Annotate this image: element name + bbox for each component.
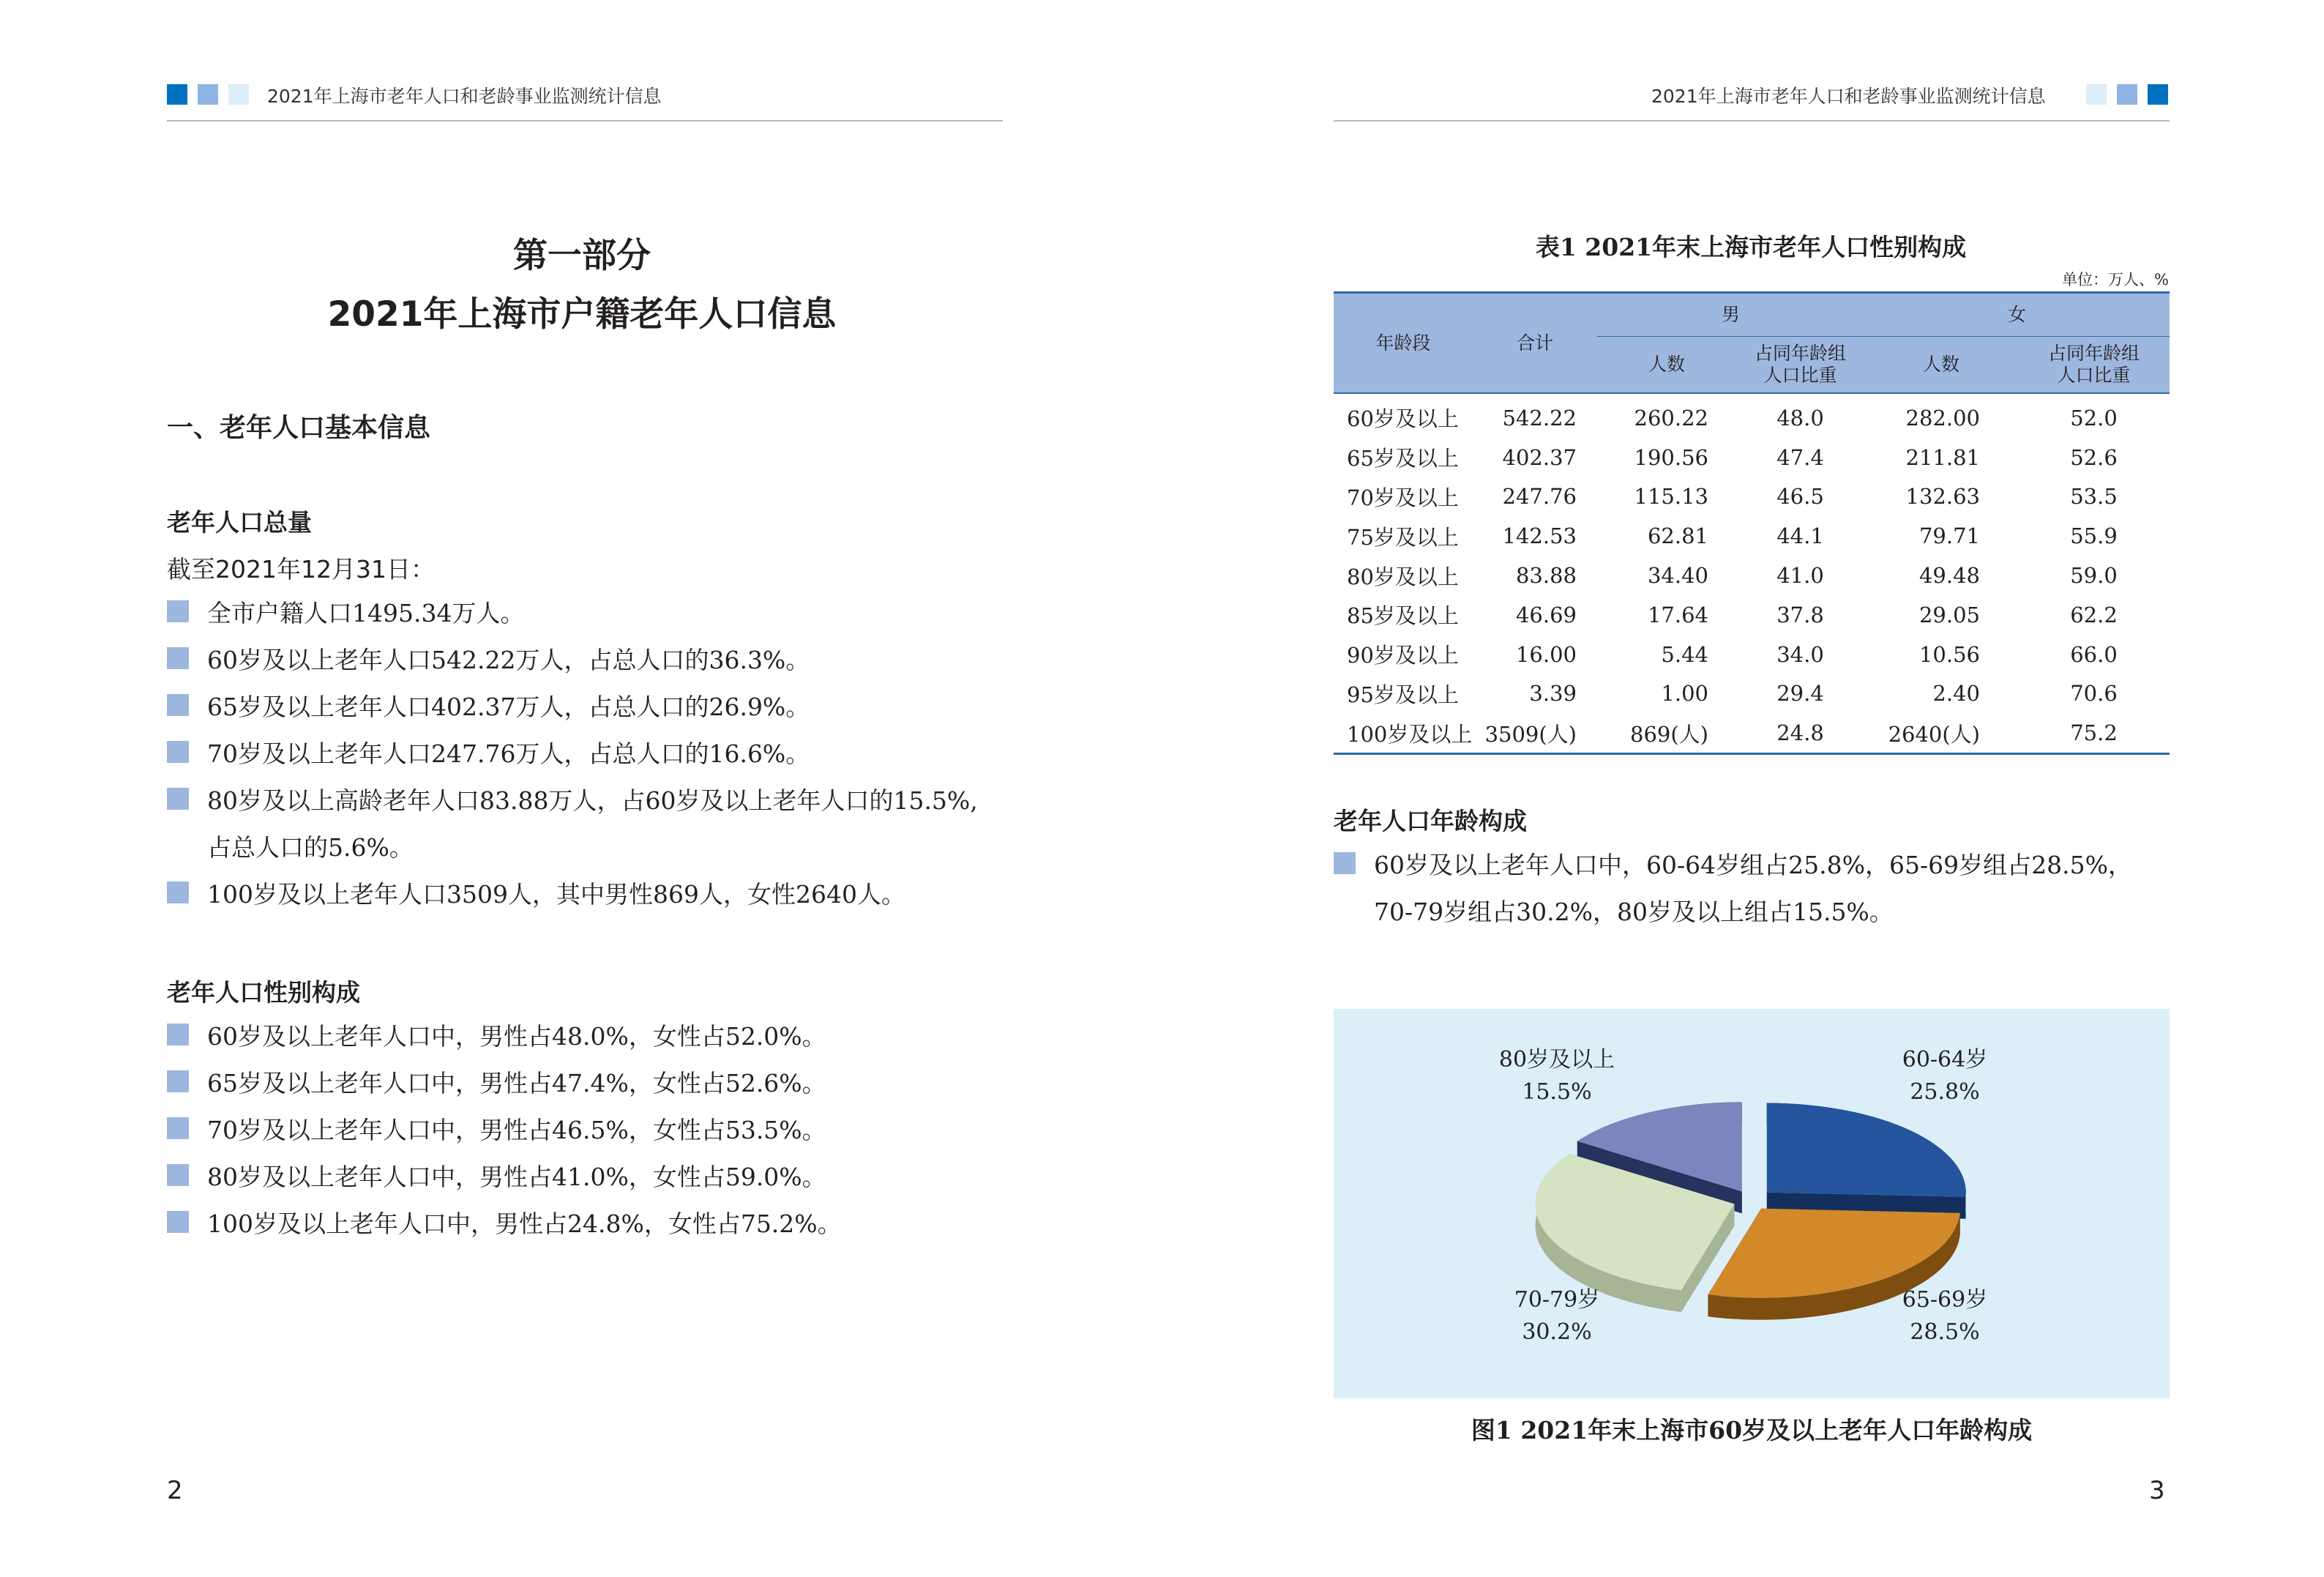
label-65-69 [1872, 1284, 2018, 1349]
table-cell: 52.0 [2070, 405, 2118, 430]
bullet-square-icon [167, 1117, 189, 1139]
table-cell: 34.0 [1776, 641, 1824, 667]
bullet-square-icon [167, 881, 189, 903]
table-cell: 41.0 [1776, 563, 1824, 589]
list-item-text: 60岁及以上老年人口中，男性占48.0%，女性占52.0%。 [207, 1022, 826, 1051]
gender-heading: 老年人口性别构成 [167, 978, 360, 1007]
header-male-count: 人数 [1597, 337, 1736, 394]
table-row [1334, 635, 2170, 674]
table-cell: 47.4 [1776, 444, 1824, 470]
table-cell-label: 75岁及以上 [1347, 524, 1459, 550]
table-row [1334, 438, 2170, 477]
table-cell: 79.71 [1918, 523, 1980, 549]
list-item-text: 65岁及以上老年人口402.37万人，占总人口的26.9%。 [207, 693, 810, 721]
bullet-square-icon [167, 647, 189, 669]
table-cell: 48.0 [1776, 405, 1824, 430]
table-cell: 190.56 [1634, 444, 1708, 470]
table-cell: 24.8 [1776, 720, 1824, 746]
table-cell: 53.5 [2070, 484, 2118, 510]
bullet-square-icon [167, 1164, 189, 1186]
header-square-dark [2148, 84, 2168, 105]
pie-label-name: 60-64岁 [1902, 1047, 1988, 1073]
table-cell: 52.6 [2070, 444, 2118, 470]
section-title: 一、老年人口基本信息 [167, 413, 431, 443]
table-cell: 59.0 [2070, 563, 2118, 589]
label-60-64 [1872, 1044, 2018, 1108]
header-male-share [1736, 337, 1864, 394]
table-cell: 211.81 [1905, 444, 1980, 470]
table-cell: 3.39 [1529, 681, 1577, 707]
table-row [1334, 393, 2170, 438]
age-heading: 老年人口年龄构成 [1334, 807, 1527, 835]
table-cell-label: 70岁及以上 [1347, 485, 1459, 510]
table-cell: 132.63 [1905, 484, 1980, 510]
table-cell: 1.00 [1661, 681, 1708, 707]
figure-caption: 图1 2021年末上海市60岁及以上老年人口年龄构成 [1471, 1416, 2033, 1444]
pie-slice-60-64 [1767, 1103, 1966, 1219]
pie-label-value: 30.2% [1522, 1319, 1592, 1345]
table-cell-label: 80岁及以上 [1347, 564, 1459, 589]
left-header-rule [167, 120, 1003, 122]
total-heading: 老年人口总量 [167, 508, 312, 537]
header-square-mid [198, 84, 218, 105]
header-female-share [2018, 337, 2170, 394]
table-cell: 62.81 [1647, 523, 1708, 549]
header-total: 合计 [1473, 293, 1597, 394]
list-item-text: 60岁及以上老年人口中，60-64岁组占25.8%，65-69岁组占28.5%， [1374, 851, 2132, 879]
table-cell-label: 60岁及以上 [1347, 406, 1459, 432]
table-row [1334, 556, 2170, 595]
table-cell: 402.37 [1502, 444, 1577, 470]
table-cell-label: 90岁及以上 [1347, 643, 1459, 668]
bullet-square-icon [167, 1024, 189, 1045]
table-cell: 869(人) [1630, 721, 1708, 747]
bullet-square-icon [167, 600, 189, 622]
pie-label-name: 80岁及以上 [1498, 1047, 1615, 1073]
table-cell-label: 95岁及以上 [1347, 682, 1459, 707]
table-cell: 46.5 [1776, 484, 1824, 510]
table-cell: 282.00 [1905, 405, 1980, 430]
table-cell: 17.64 [1647, 602, 1708, 627]
table-cell: 142.53 [1502, 523, 1577, 549]
table-cell: 62.2 [2070, 602, 2118, 627]
table-cell: 2.40 [1932, 681, 1980, 707]
table-cell: 542.22 [1502, 405, 1577, 430]
header-male: 男 [1597, 293, 1864, 337]
table-cell-label: 100岁及以上 [1347, 721, 1473, 747]
list-item-text: 65岁及以上老年人口中，男性占47.4%，女性占52.6%。 [207, 1069, 826, 1097]
table-row [1334, 595, 2170, 635]
header-share-line1: 占同年龄组 [2047, 343, 2140, 364]
table-cell: 70.6 [2070, 681, 2118, 707]
list-item-text: 60岁及以上老年人口542.22万人，占总人口的36.3%。 [207, 646, 810, 674]
pie-slice-top [1767, 1103, 1966, 1197]
table-cell: 29.4 [1776, 681, 1824, 707]
gender-table [1334, 291, 2170, 755]
table-cell: 44.1 [1776, 523, 1824, 549]
table-cell: 2640(人) [1888, 721, 1980, 747]
label-70-79 [1469, 1284, 1645, 1349]
pie-label-value: 28.5% [1910, 1319, 1980, 1345]
header-square-light [228, 84, 249, 105]
part-subtitle: 2021年上海市户籍老年人口信息 [327, 294, 837, 335]
table-cell: 49.48 [1918, 563, 1980, 589]
table-cell: 115.13 [1634, 484, 1708, 510]
table-cell: 10.56 [1918, 641, 1980, 667]
table-cell: 3509(人) [1484, 721, 1577, 747]
table-cell: 16.00 [1515, 641, 1577, 667]
table-cell: 55.9 [2070, 523, 2118, 549]
right-header-title: 2021年上海市老年人口和老龄事业监测统计信息 [1651, 86, 2046, 107]
header-share-line1: 占同年龄组 [1754, 343, 1846, 364]
bullet-square-icon [167, 741, 189, 763]
pie-label-value: 15.5% [1522, 1079, 1592, 1105]
header-age-group: 年龄段 [1334, 293, 1473, 394]
list-item-text: 70-79岁组占30.2%，80岁及以上组占15.5%。 [1374, 898, 1894, 926]
table-cell: 37.8 [1776, 602, 1824, 627]
right-header-rule [1334, 120, 2170, 122]
pie-label-name: 65-69岁 [1902, 1287, 1988, 1313]
bullet-square-icon [1334, 852, 1356, 874]
table-cell: 260.22 [1634, 405, 1708, 430]
table-unit: 单位：万人、% [2062, 271, 2169, 288]
table-row [1334, 713, 2170, 753]
list-item-text: 100岁及以上老年人口3509人，其中男性869人，女性2640人。 [207, 880, 905, 909]
list-item-text: 70岁及以上老年人口中，男性占46.5%，女性占53.5%。 [207, 1116, 826, 1144]
table-caption: 表1 2021年末上海市老年人口性别构成 [1535, 233, 1967, 261]
total-intro: 截至2021年12月31日： [167, 555, 435, 584]
pie-label-name: 70-79岁 [1514, 1287, 1600, 1313]
table-header-row [1334, 293, 2170, 337]
bullet-square-icon [167, 1070, 189, 1092]
list-item-text: 70岁及以上老年人口247.76万人，占总人口的16.6%。 [207, 739, 810, 768]
bullet-square-icon [167, 1211, 189, 1233]
label-80-plus [1458, 1044, 1656, 1108]
table-cell-label: 85岁及以上 [1347, 603, 1459, 629]
list-item-text: 80岁及以上老年人口中，男性占41.0%，女性占59.0%。 [207, 1163, 826, 1191]
table-cell: 29.05 [1918, 602, 1980, 627]
table-cell: 46.69 [1515, 602, 1577, 627]
left-header-title: 2021年上海市老年人口和老龄事业监测统计信息 [267, 86, 662, 107]
table-cell: 75.2 [2070, 720, 2118, 746]
table-cell: 83.88 [1515, 563, 1577, 589]
pie-label-value: 25.8% [1910, 1079, 1980, 1105]
header-square-mid [2117, 84, 2137, 105]
list-item-text: 占总人口的5.6%。 [207, 833, 414, 862]
table-cell-label: 65岁及以上 [1347, 446, 1459, 471]
list-item-text: 全市户籍人口1495.34万人。 [207, 599, 525, 627]
bullet-square-icon [167, 694, 189, 716]
header-share-line2: 人口比重 [1763, 365, 1837, 386]
header-female-count: 人数 [1864, 337, 2018, 394]
table-body [1334, 393, 2170, 754]
chart-panel [1334, 1009, 2170, 1398]
table-cell: 66.0 [2070, 641, 2118, 667]
page-number-right: 3 [2149, 1476, 2165, 1505]
part-title: 第一部分 [513, 236, 651, 276]
list-item-text: 100岁及以上老年人口中，男性占24.8%，女性占75.2%。 [207, 1209, 842, 1238]
header-female: 女 [1864, 293, 2170, 337]
table-cell: 247.76 [1502, 484, 1577, 510]
table-row [1334, 516, 2170, 556]
list-item-text: 80岁及以上高龄老年人口83.88万人，占60岁及以上老年人口的15.5%, [207, 786, 978, 815]
table-cell: 34.40 [1647, 563, 1708, 589]
page-number-left: 2 [167, 1476, 183, 1505]
header-share-line2: 人口比重 [2057, 365, 2131, 386]
table-row [1334, 674, 2170, 714]
bullet-square-icon [167, 788, 189, 810]
header-square-light [2086, 84, 2107, 105]
header-square-dark [167, 84, 187, 105]
table-cell: 5.44 [1661, 641, 1708, 667]
table-row [1334, 477, 2170, 517]
